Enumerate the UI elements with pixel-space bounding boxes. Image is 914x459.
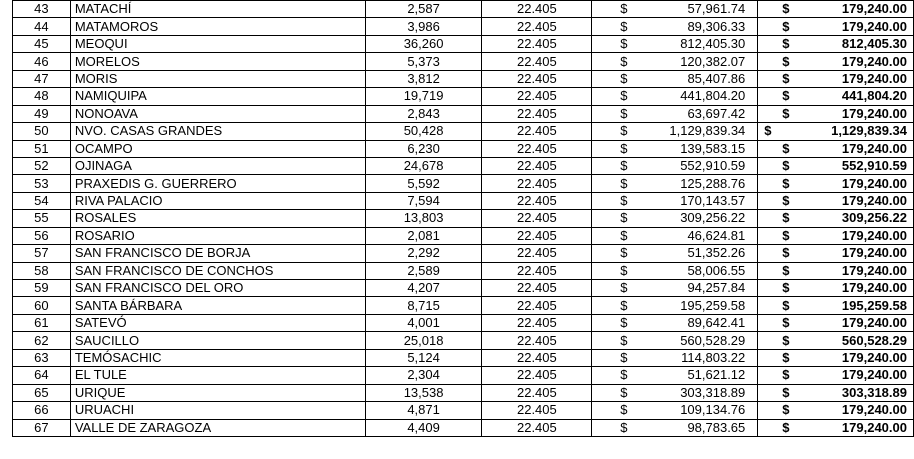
final-amount-cell [758, 367, 914, 384]
amount-cell [592, 192, 758, 209]
amount-cell [592, 367, 758, 384]
table-row [13, 1, 914, 18]
population-cell: 4,409 [365, 419, 482, 436]
row-number-cell: 48 [13, 88, 71, 105]
municipality-name-cell: OCAMPO [70, 140, 365, 157]
population-cell: 2,081 [365, 227, 482, 244]
amount-cell [592, 70, 758, 87]
final-amount-value: 179,240.00 [841, 367, 907, 383]
final-amount-value: 179,240.00 [841, 175, 907, 191]
amount-cell [592, 175, 758, 192]
table-row [13, 314, 914, 331]
population-cell: 50,428 [365, 123, 482, 140]
currency-symbol: $ [782, 105, 790, 121]
amount-value: 58,006.55 [687, 262, 746, 278]
population-cell: 13,538 [365, 384, 482, 401]
currency-symbol: $ [620, 297, 628, 313]
amount-cell [592, 88, 758, 105]
final-amount-value: 179,240.00 [841, 419, 907, 435]
population-cell: 2,589 [365, 262, 482, 279]
population-cell: 4,001 [365, 314, 482, 331]
amount-cell [592, 157, 758, 174]
amount-cell [592, 35, 758, 52]
table-row [13, 402, 914, 419]
currency-symbol: $ [620, 367, 628, 383]
factor-cell: 22.405 [482, 157, 592, 174]
amount-cell [592, 384, 758, 401]
currency-symbol: $ [782, 332, 790, 348]
table-row [13, 262, 914, 279]
amount-cell [592, 227, 758, 244]
row-number-cell: 55 [13, 210, 71, 227]
currency-symbol: $ [782, 175, 790, 191]
currency-symbol: $ [782, 193, 790, 209]
currency-symbol: $ [782, 210, 790, 226]
table-row [13, 53, 914, 70]
final-amount-cell [758, 384, 914, 401]
final-amount-value: 309,256.22 [841, 210, 907, 226]
row-number-cell: 49 [13, 105, 71, 122]
final-amount-value: 179,240.00 [841, 227, 907, 243]
final-amount-value: 179,240.00 [841, 402, 907, 418]
population-cell: 19,719 [365, 88, 482, 105]
currency-symbol: $ [782, 88, 790, 104]
currency-symbol: $ [782, 280, 790, 296]
population-cell: 8,715 [365, 297, 482, 314]
final-amount-value: 179,240.00 [841, 193, 907, 209]
amount-value: 170,143.57 [680, 193, 746, 209]
currency-symbol: $ [620, 175, 628, 191]
amount-cell [592, 123, 758, 140]
amount-cell [592, 297, 758, 314]
currency-symbol: $ [782, 53, 790, 69]
final-amount-value: 1,129,839.34 [831, 123, 907, 139]
currency-symbol: $ [620, 123, 628, 139]
factor-cell: 22.405 [482, 349, 592, 366]
final-amount-value: 179,240.00 [841, 349, 907, 365]
municipality-name-cell: TEMÓSACHIC [70, 349, 365, 366]
amount-value: 120,382.07 [680, 53, 746, 69]
final-amount-value: 179,240.00 [841, 315, 907, 331]
municipality-name-cell: PRAXEDIS G. GUERRERO [70, 175, 365, 192]
currency-symbol: $ [620, 70, 628, 86]
municipality-name-cell: MEOQUI [70, 35, 365, 52]
population-cell: 2,292 [365, 245, 482, 262]
table-row [13, 332, 914, 349]
table-row [13, 35, 914, 52]
row-number-cell: 59 [13, 280, 71, 297]
row-number-cell: 47 [13, 70, 71, 87]
final-amount-value: 179,240.00 [841, 18, 907, 34]
row-number-cell: 52 [13, 157, 71, 174]
amount-value: 309,256.22 [680, 210, 746, 226]
municipality-name-cell: RIVA PALACIO [70, 192, 365, 209]
amount-value: 46,624.81 [687, 227, 746, 243]
amount-value: 63,697.42 [687, 105, 746, 121]
row-number-cell: 50 [13, 123, 71, 140]
table-row [13, 349, 914, 366]
row-number-cell: 64 [13, 367, 71, 384]
municipality-name-cell: URUACHI [70, 402, 365, 419]
population-cell: 6,230 [365, 140, 482, 157]
municipality-name-cell: SATEVÓ [70, 314, 365, 331]
row-number-cell: 60 [13, 297, 71, 314]
factor-cell: 22.405 [482, 280, 592, 297]
row-number-cell: 45 [13, 35, 71, 52]
final-amount-cell [758, 157, 914, 174]
final-amount-cell [758, 88, 914, 105]
currency-symbol: $ [620, 419, 628, 435]
currency-symbol: $ [620, 245, 628, 261]
amount-value: 51,621.12 [687, 367, 746, 383]
population-cell: 2,843 [365, 105, 482, 122]
currency-symbol: $ [620, 402, 628, 418]
municipality-name-cell: NONOAVA [70, 105, 365, 122]
amount-cell [592, 1, 758, 18]
final-amount-value: 195,259.58 [841, 297, 907, 313]
final-amount-cell [758, 123, 914, 140]
currency-symbol: $ [782, 384, 790, 400]
table-row [13, 157, 914, 174]
currency-symbol: $ [764, 123, 772, 139]
factor-cell: 22.405 [482, 1, 592, 18]
population-cell: 13,803 [365, 210, 482, 227]
final-amount-cell [758, 245, 914, 262]
amount-cell [592, 262, 758, 279]
currency-symbol: $ [620, 384, 628, 400]
amount-cell [592, 349, 758, 366]
factor-cell: 22.405 [482, 419, 592, 436]
table-row [13, 18, 914, 35]
amount-value: 1,129,839.34 [669, 123, 746, 139]
municipality-name-cell: EL TULE [70, 367, 365, 384]
factor-cell: 22.405 [482, 53, 592, 70]
amount-value: 94,257.84 [687, 280, 746, 296]
final-amount-value: 179,240.00 [841, 245, 907, 261]
currency-symbol: $ [782, 297, 790, 313]
population-cell: 3,986 [365, 18, 482, 35]
final-amount-cell [758, 105, 914, 122]
factor-cell: 22.405 [482, 245, 592, 262]
factor-cell: 22.405 [482, 70, 592, 87]
final-amount-cell [758, 140, 914, 157]
factor-cell: 22.405 [482, 367, 592, 384]
factor-cell: 22.405 [482, 105, 592, 122]
factor-cell: 22.405 [482, 332, 592, 349]
population-cell: 36,260 [365, 35, 482, 52]
currency-symbol: $ [782, 36, 790, 52]
final-amount-cell [758, 192, 914, 209]
currency-symbol: $ [620, 36, 628, 52]
population-cell: 25,018 [365, 332, 482, 349]
table-row [13, 105, 914, 122]
amount-cell [592, 210, 758, 227]
row-number-cell: 58 [13, 262, 71, 279]
table-row [13, 175, 914, 192]
amount-cell [592, 314, 758, 331]
municipality-name-cell: SAUCILLO [70, 332, 365, 349]
row-number-cell: 66 [13, 402, 71, 419]
municipality-name-cell: MATAMOROS [70, 18, 365, 35]
amount-value: 441,804.20 [680, 88, 746, 104]
municipality-name-cell: NVO. CASAS GRANDES [70, 123, 365, 140]
final-amount-value: 179,240.00 [841, 1, 907, 17]
final-amount-cell [758, 53, 914, 70]
table-row [13, 280, 914, 297]
currency-symbol: $ [782, 227, 790, 243]
row-number-cell: 65 [13, 384, 71, 401]
amount-value: 51,352.26 [687, 245, 746, 261]
currency-symbol: $ [782, 262, 790, 278]
table-row [13, 140, 914, 157]
population-cell: 5,124 [365, 349, 482, 366]
factor-cell: 22.405 [482, 402, 592, 419]
amount-value: 812,405.30 [680, 36, 746, 52]
currency-symbol: $ [620, 262, 628, 278]
population-cell: 3,812 [365, 70, 482, 87]
row-number-cell: 46 [13, 53, 71, 70]
factor-cell: 22.405 [482, 140, 592, 157]
municipality-name-cell: URIQUE [70, 384, 365, 401]
currency-symbol: $ [620, 210, 628, 226]
population-cell: 5,592 [365, 175, 482, 192]
currency-symbol: $ [620, 18, 628, 34]
final-amount-value: 179,240.00 [841, 140, 907, 156]
amount-value: 114,803.22 [681, 349, 746, 365]
municipality-name-cell: SANTA BÁRBARA [70, 297, 365, 314]
factor-cell: 22.405 [482, 297, 592, 314]
amount-value: 85,407.86 [687, 70, 746, 86]
amount-value: 57,961.74 [687, 1, 746, 17]
currency-symbol: $ [620, 158, 628, 174]
currency-symbol: $ [620, 1, 628, 17]
municipality-name-cell: SAN FRANCISCO DE CONCHOS [70, 262, 365, 279]
table-row [13, 384, 914, 401]
row-number-cell: 67 [13, 419, 71, 436]
factor-cell: 22.405 [482, 123, 592, 140]
currency-symbol: $ [782, 140, 790, 156]
factor-cell: 22.405 [482, 262, 592, 279]
row-number-cell: 53 [13, 175, 71, 192]
currency-symbol: $ [782, 245, 790, 261]
currency-symbol: $ [620, 193, 628, 209]
amount-cell [592, 53, 758, 70]
final-amount-cell [758, 402, 914, 419]
amount-value: 109,134.76 [680, 402, 746, 418]
final-amount-cell [758, 1, 914, 18]
amount-value: 552,910.59 [680, 158, 746, 174]
table-row [13, 227, 914, 244]
municipality-name-cell: MATACHÍ [70, 1, 365, 18]
currency-symbol: $ [782, 419, 790, 435]
currency-symbol: $ [620, 105, 628, 121]
amount-cell [592, 419, 758, 436]
table-row [13, 88, 914, 105]
factor-cell: 22.405 [482, 18, 592, 35]
municipality-name-cell: SAN FRANCISCO DE BORJA [70, 245, 365, 262]
factor-cell: 22.405 [482, 192, 592, 209]
municipality-name-cell: NAMIQUIPA [70, 88, 365, 105]
currency-symbol: $ [620, 280, 628, 296]
table-row [13, 192, 914, 209]
amount-value: 98,783.65 [687, 419, 746, 435]
factor-cell: 22.405 [482, 384, 592, 401]
row-number-cell: 56 [13, 227, 71, 244]
final-amount-cell [758, 332, 914, 349]
final-amount-cell [758, 35, 914, 52]
amount-value: 125,288.76 [680, 175, 746, 191]
factor-cell: 22.405 [482, 227, 592, 244]
final-amount-value: 179,240.00 [841, 262, 907, 278]
final-amount-value: 812,405.30 [841, 36, 907, 52]
final-amount-cell [758, 297, 914, 314]
row-number-cell: 51 [13, 140, 71, 157]
row-number-cell: 54 [13, 192, 71, 209]
amount-cell [592, 18, 758, 35]
amount-value: 560,528.29 [680, 332, 746, 348]
final-amount-cell [758, 70, 914, 87]
currency-symbol: $ [782, 18, 790, 34]
table-row [13, 419, 914, 436]
amount-value: 89,306.33 [687, 18, 746, 34]
currency-symbol: $ [620, 227, 628, 243]
amount-cell [592, 402, 758, 419]
currency-symbol: $ [782, 1, 790, 17]
final-amount-cell [758, 419, 914, 436]
table-row [13, 367, 914, 384]
row-number-cell: 62 [13, 332, 71, 349]
final-amount-cell [758, 262, 914, 279]
row-number-cell: 57 [13, 245, 71, 262]
factor-cell: 22.405 [482, 314, 592, 331]
row-number-cell: 61 [13, 314, 71, 331]
population-cell: 2,587 [365, 1, 482, 18]
amount-cell [592, 332, 758, 349]
population-cell: 2,304 [365, 367, 482, 384]
municipality-allocation-table [12, 0, 914, 437]
row-number-cell: 43 [13, 1, 71, 18]
municipality-name-cell: OJINAGA [70, 157, 365, 174]
population-cell: 4,871 [365, 402, 482, 419]
municipality-name-cell: ROSALES [70, 210, 365, 227]
amount-value: 139,583.15 [680, 140, 746, 156]
final-amount-value: 179,240.00 [841, 53, 907, 69]
population-cell: 24,678 [365, 157, 482, 174]
final-amount-value: 179,240.00 [841, 280, 907, 296]
table-body [13, 1, 914, 437]
final-amount-cell [758, 18, 914, 35]
municipality-name-cell: VALLE DE ZARAGOZA [70, 419, 365, 436]
population-cell: 7,594 [365, 192, 482, 209]
table-row [13, 297, 914, 314]
amount-value: 303,318.89 [680, 384, 746, 400]
population-cell: 5,373 [365, 53, 482, 70]
amount-value: 195,259.58 [680, 297, 746, 313]
factor-cell: 22.405 [482, 210, 592, 227]
table-row [13, 245, 914, 262]
final-amount-cell [758, 314, 914, 331]
amount-value: 89,642.41 [687, 315, 746, 331]
amount-cell [592, 105, 758, 122]
currency-symbol: $ [782, 349, 790, 365]
table-row [13, 210, 914, 227]
final-amount-cell [758, 210, 914, 227]
amount-cell [592, 140, 758, 157]
factor-cell: 22.405 [482, 35, 592, 52]
currency-symbol: $ [620, 315, 628, 331]
final-amount-value: 179,240.00 [841, 70, 907, 86]
final-amount-value: 560,528.29 [841, 332, 907, 348]
municipality-name-cell: MORELOS [70, 53, 365, 70]
final-amount-value: 441,804.20 [841, 88, 907, 104]
currency-symbol: $ [620, 88, 628, 104]
table-row [13, 123, 914, 140]
row-number-cell: 44 [13, 18, 71, 35]
municipality-name-cell: ROSARIO [70, 227, 365, 244]
currency-symbol: $ [620, 332, 628, 348]
population-cell: 4,207 [365, 280, 482, 297]
currency-symbol: $ [782, 158, 790, 174]
final-amount-cell [758, 175, 914, 192]
municipality-name-cell: MORIS [70, 70, 365, 87]
final-amount-cell [758, 280, 914, 297]
final-amount-value: 303,318.89 [841, 384, 907, 400]
factor-cell: 22.405 [482, 88, 592, 105]
final-amount-cell [758, 227, 914, 244]
table-row [13, 70, 914, 87]
factor-cell: 22.405 [482, 175, 592, 192]
currency-symbol: $ [782, 70, 790, 86]
currency-symbol: $ [620, 140, 628, 156]
municipality-name-cell: SAN FRANCISCO DEL ORO [70, 280, 365, 297]
final-amount-cell [758, 349, 914, 366]
row-number-cell: 63 [13, 349, 71, 366]
final-amount-value: 179,240.00 [841, 105, 907, 121]
currency-symbol: $ [782, 402, 790, 418]
amount-cell [592, 280, 758, 297]
amount-cell [592, 245, 758, 262]
currency-symbol: $ [620, 53, 628, 69]
final-amount-value: 552,910.59 [841, 158, 907, 174]
currency-symbol: $ [782, 367, 790, 383]
currency-symbol: $ [620, 349, 628, 365]
currency-symbol: $ [782, 315, 790, 331]
